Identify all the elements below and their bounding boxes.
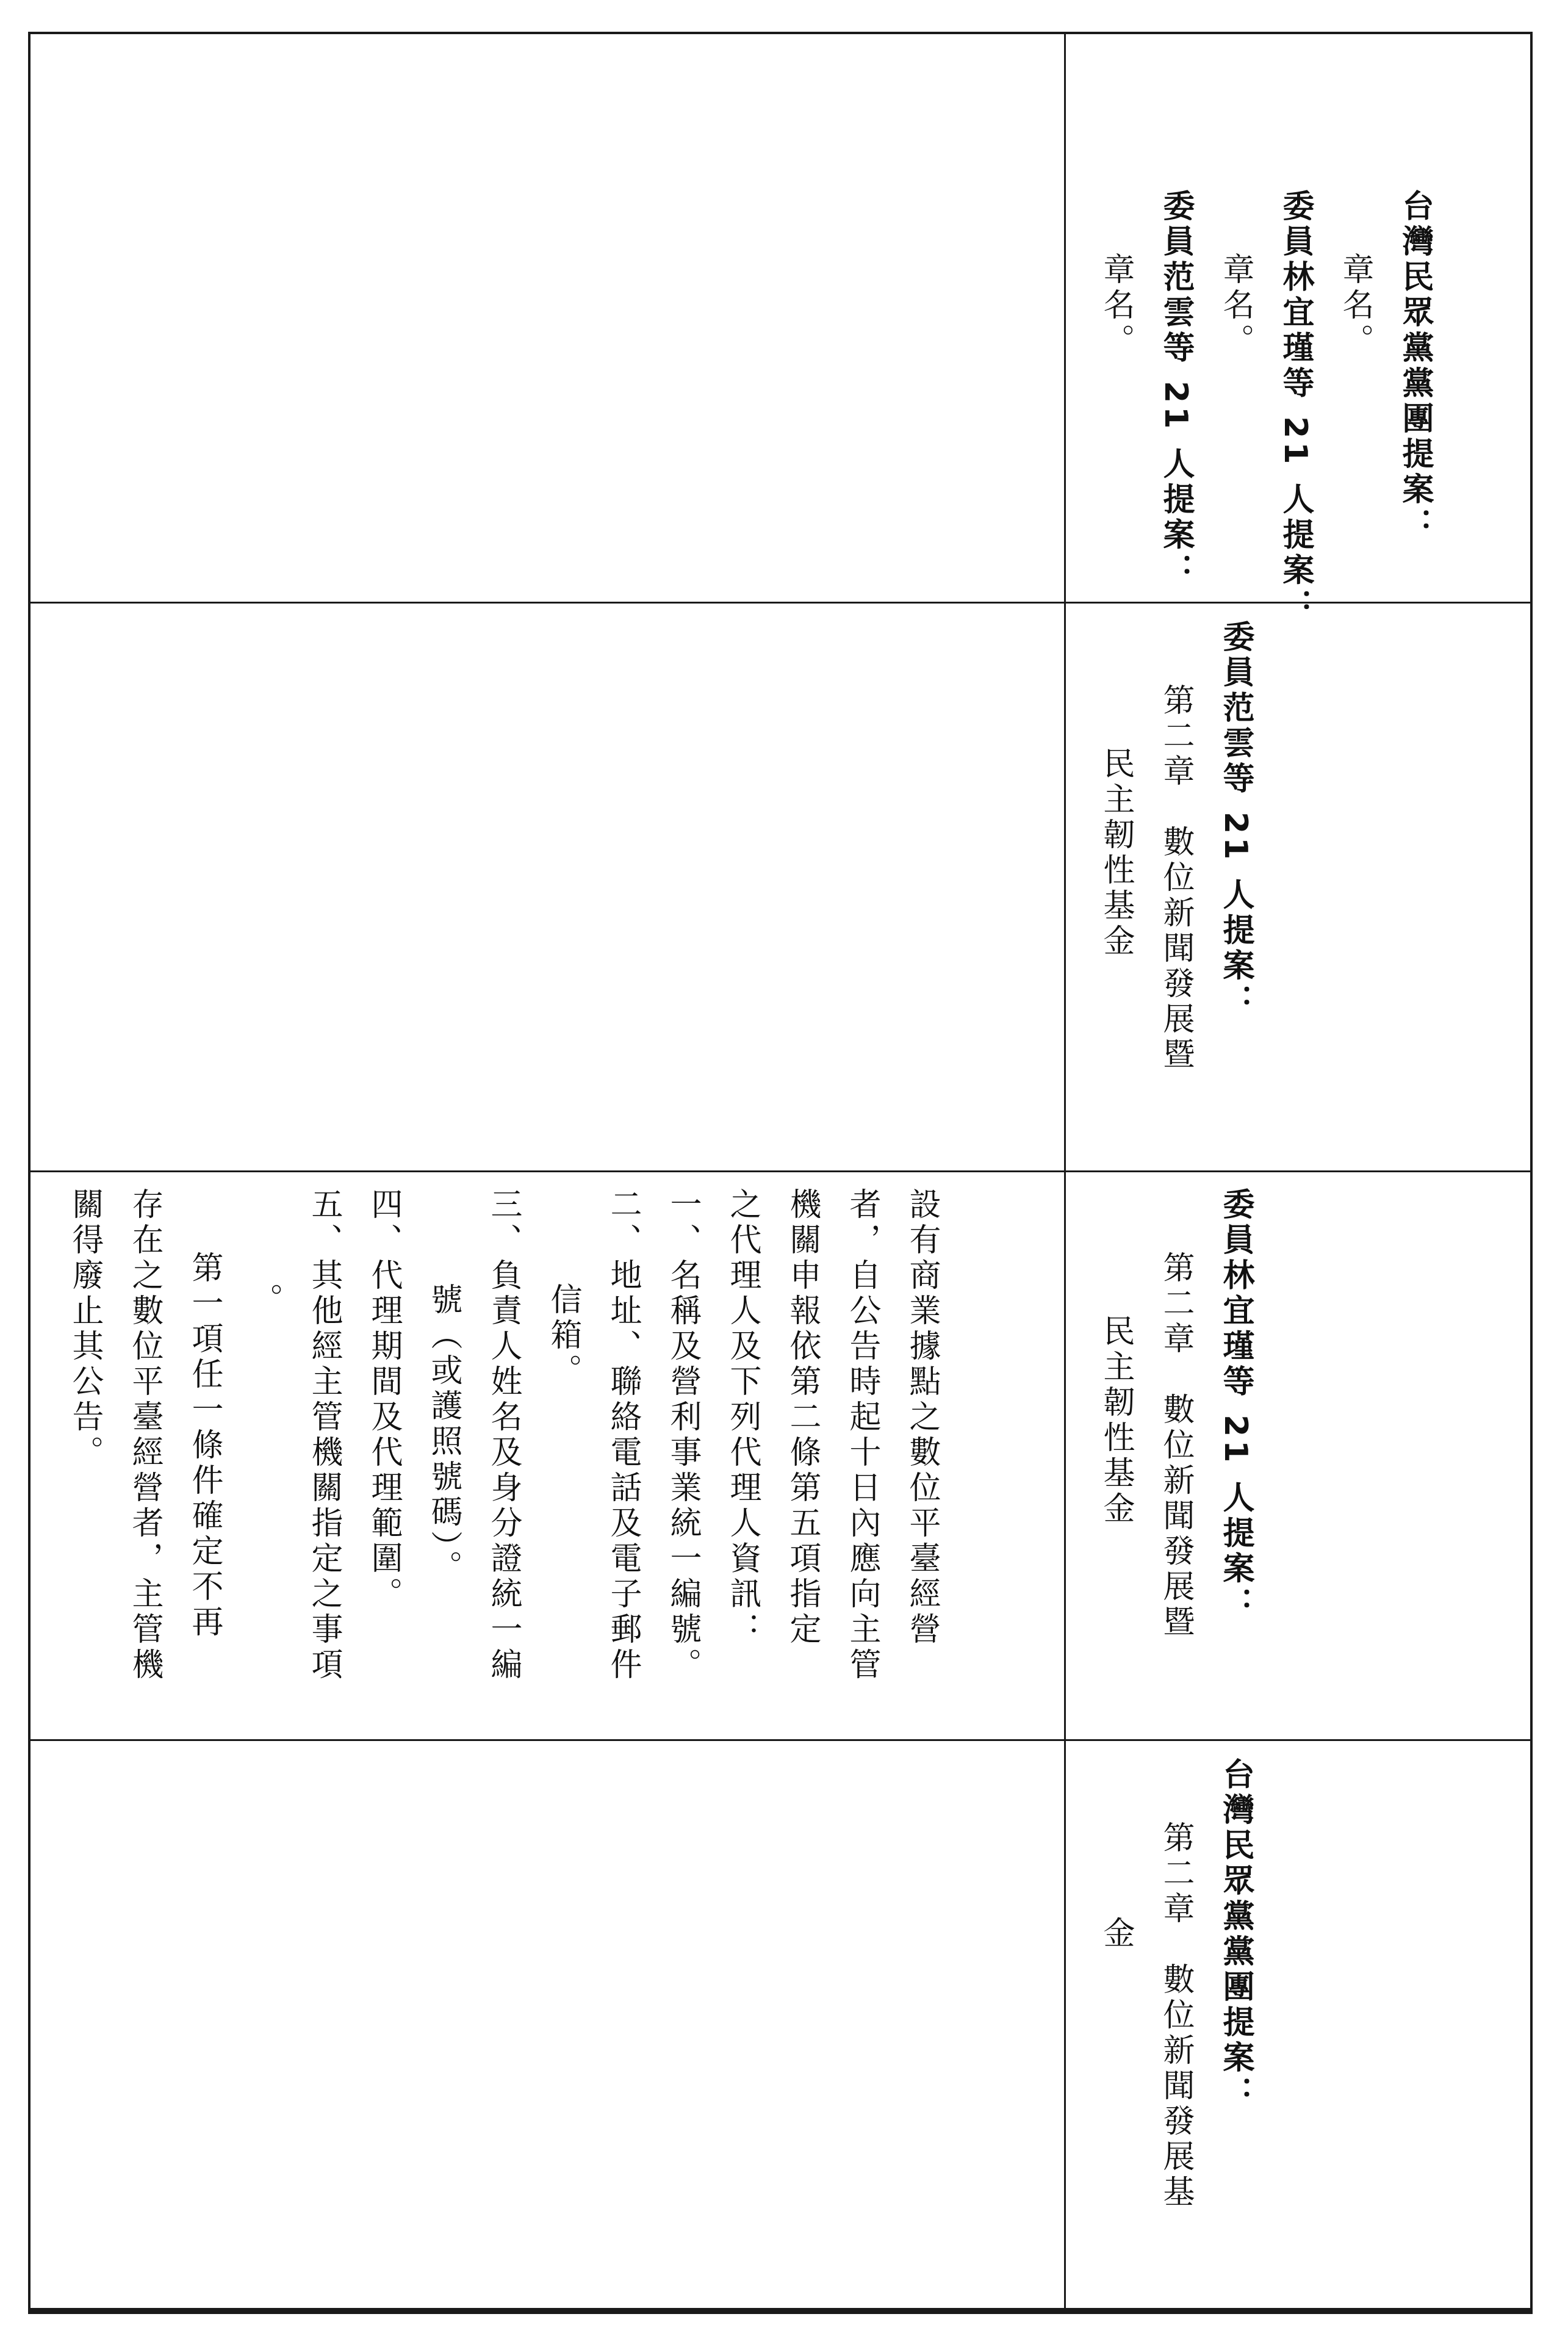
header-note-fan: 章名。 [1098,253,1134,359]
body-line: 存在之數位平臺經營者，主管機 [126,1188,163,1683]
lin-heading: 委員林宜瑾等 21 人提案： [1217,1188,1254,1623]
lin-chapter-cell [1086,1188,1265,1640]
lin-chapter-line-1: 第二章 數位新聞發展暨 [1157,1251,1194,1640]
body-line: 四、代理期間及代理範圍。 [365,1188,402,1612]
body-line: 機關申報依第二條第五項指定 [784,1188,821,1648]
body-line: 之代理人及下列代理人資訊： [724,1188,761,1648]
header-cell [1086,189,1445,624]
tpp-heading: 台灣民眾黨黨團提案： [1217,1757,1254,2111]
bottom-rule [28,2310,1533,2314]
body-line: 號（或護照號碼）。 [425,1283,462,1585]
body-line: 五、其他經主管機關指定之事項 [306,1188,342,1683]
body-line: 一、名稱及營利事業統一編號。 [664,1188,701,1683]
fan-chapter-line-2: 民主韌性基金 [1098,747,1134,959]
tpp-chapter-cell [1086,1757,1265,2210]
lin-chapter-line-2: 民主韌性基金 [1098,1314,1134,1527]
row-divider [28,1170,1533,1172]
body-line: 。 [246,1283,282,1318]
body-line: 關得廢止其公告。 [67,1188,103,1471]
fan-chapter-cell [1086,620,1265,1073]
header-note-tpp: 章名。 [1337,253,1373,359]
header-note-lin: 章名。 [1217,253,1254,359]
body-line: 二、地址、聯絡電話及電子郵件 [605,1188,641,1683]
header-heading-tpp: 台灣民眾黨黨團提案： [1397,189,1433,543]
body-line: 第一項任一條件確定不再 [186,1251,223,1640]
body-cell [55,1188,952,1683]
tpp-chapter-line-2: 金 [1098,1916,1134,1952]
body-line: 三、負責人姓名及身分證統一編 [485,1188,522,1683]
body-line: 信箱。 [545,1283,581,1389]
body-line: 設有商業據點之數位平臺經營 [904,1188,940,1648]
row-divider [28,1739,1533,1741]
fan-chapter-line-1: 第二章 數位新聞發展暨 [1157,683,1194,1073]
header-heading-lin: 委員林宜瑾等 21 人提案： [1277,189,1314,624]
tpp-chapter-line-1: 第二章 數位新聞發展基 [1157,1821,1194,2210]
header-heading-fan: 委員范雲等 21 人提案： [1157,189,1194,589]
fan-heading: 委員范雲等 21 人提案： [1217,620,1254,1020]
body-line: 者，自公告時起十日內應向主管 [844,1188,880,1683]
